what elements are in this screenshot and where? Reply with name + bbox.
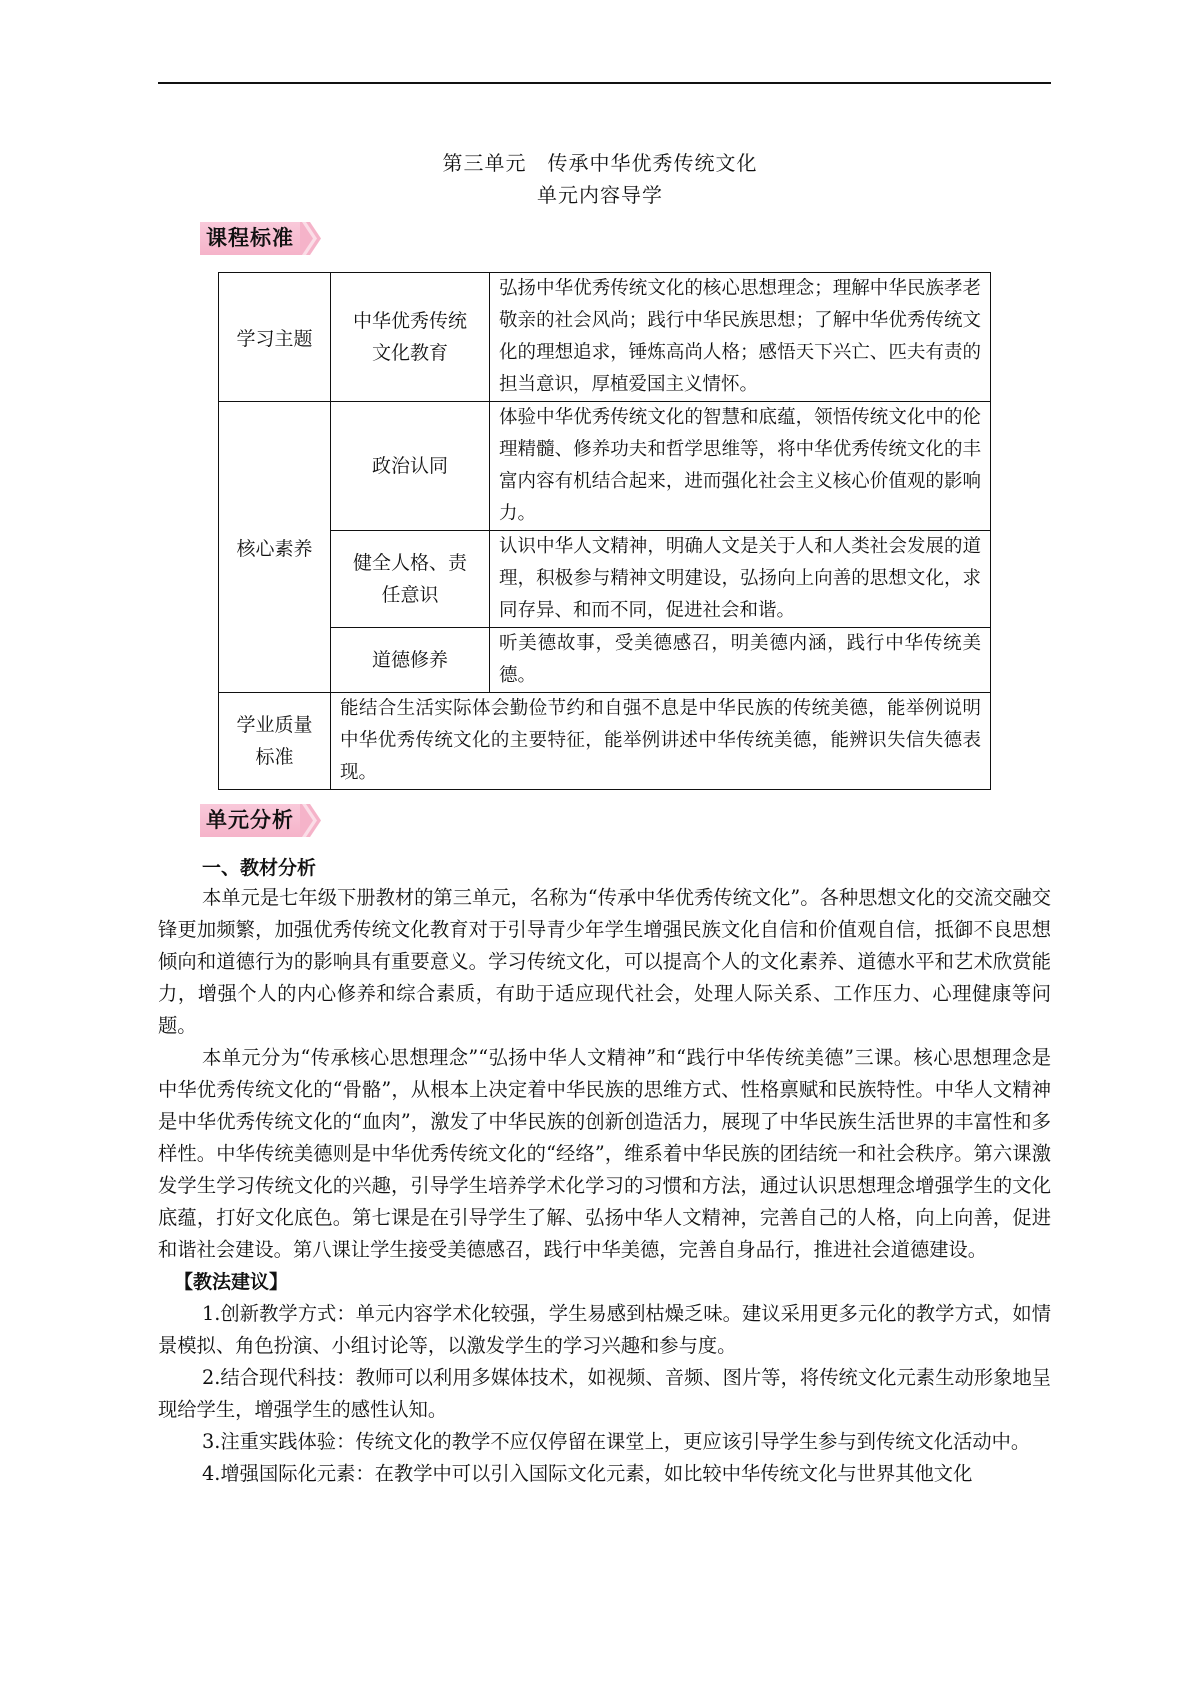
personality-description: 认识中华人文精神，明确人文是关于人和人类社会发展的道理，积极参与精神文明建设，弘扬向上向善的思想文化，求同存异、和而不同，促进社会和谐。 [490,531,991,628]
topic-cell [331,273,490,402]
course-standard-table [218,272,991,790]
paragraph: 2.结合现代科技：教师可以利用多媒体技术，如视频、音频、图片等，将传统文化元素生动形象地呈现给学生，增强学生的感性认知。 [158,1366,1051,1421]
table-row [219,273,991,402]
paragraph: 3.注重实践体验：传统文化的教学不应仅停留在课堂上，更应该引导学生参与到传统文化活动中。 [202,1430,1031,1453]
paragraph: 本单元是七年级下册教材的第三单元，名称为“传承中华优秀传统文化”。各种思想文化的交流交融交锋更加频繁，加强优秀传统文化教育对于引导青少年学生增强民族文化自信和价值观自信，抵御不良思想倾向和道德行为的影响具有重要意义。学习传统文化，可以提高个人的文化素养、道德水平和艺术欣赏能力，增强个人的内心修养和综合素质，有助于适应现代社会，处理人际关系、工作压力、心理健康等问题。 [158,886,1051,1037]
personality-cell [331,531,490,628]
table-row [219,628,991,693]
table-row [219,531,991,628]
topic-text: 中华优秀传统文化教育 [352,310,467,364]
course-standard-banner [200,222,322,255]
course-standard-label: 课程标准 [200,222,300,255]
political-identity-cell: 政治认同 [331,402,490,531]
quality-standard-text: 学业质量标准 [236,714,313,768]
topic-description: 弘扬中华优秀传统文化的核心思想理念；理解中华民族孝老敬亲的社会风尚；践行中华民族思想；了解中华优秀传统文化的理想追求，锤炼高尚人格；感悟天下兴亡、匹夫有责的担当意识，厚植爱国主义情怀。 [490,273,991,402]
personality-text: 健全人格、责任意识 [352,552,467,606]
row-header-learning-topic: 学习主题 [219,273,331,402]
quality-standard-description: 能结合生活实际体会勤俭节约和自强不息是中华民族的传统美德，能举例说明中华优秀传统文化的主要特征，能举例讲述中华传统美德，能辨识失信失德表现。 [331,693,991,790]
paragraph: 本单元分为“传承核心思想理念”“弘扬中华人文精神”和“践行中华传统美德”三课。核心思想理念是中华优秀传统文化的“骨骼”，从根本上决定着中华民族的思维方式、性格禀赋和民族特性。中华人文精神是中华优秀传统文化的“血肉”，激发了中华民族的创新创造活力，展现了中华民族生活世界的丰富性和多样性。中华传统美德则是中华优秀传统文化的“经络”，维系着中华民族的团结统一和社会秩序。第六课激发学生学习传统文化的兴趣，引导学生培养学术化学习的习惯和方法，通过认识思想理念增强学生的文化底蕴，打好文化底色。第七课是在引导学生了解、弘扬中华人文精神，完善自己的人格，向上向善，促进和谐社会建设。第八课让学生接受美德感召，践行中华美德，完善自身品行，推进社会道德建设。 [158,1046,1051,1261]
moral-cultivation-description: 听美德故事，受美德感召，明美德内涵，践行中华传统美德。 [490,628,991,693]
table-row [219,402,991,531]
moral-cultivation-cell: 道德修养 [331,628,490,693]
unit-subtitle: 单元内容导学 [537,183,663,207]
unit-analysis-label: 单元分析 [200,804,300,837]
analysis-body [158,882,1051,1490]
row-header-core-literacy: 核心素养 [219,402,331,693]
paragraph: 1.创新教学方式：单元内容学术化较强，学生易感到枯燥乏味。建议采用更多元化的教学方式，如情景模拟、角色扮演、小组讨论等，以激发学生的学习兴趣和参与度。 [158,1302,1051,1357]
unit-title: 第三单元 传承中华优秀传统文化 [442,151,758,175]
unit-analysis-banner [200,804,322,837]
table-row [219,693,991,790]
chevron-right-icon [300,804,322,837]
material-analysis-heading: 一、教材分析 [202,857,317,879]
paragraph: 4.增强国际化元素：在教学中可以引入国际文化元素，如比较中华传统文化与世界其他文化 [202,1462,973,1485]
chevron-right-icon [300,222,322,255]
teaching-advice-heading: 【教法建议】 [174,1271,289,1293]
header-rule [158,82,1051,84]
row-header-quality-standard [219,693,331,790]
political-identity-description: 体验中华优秀传统文化的智慧和底蕴，领悟传统文化中的伦理精髓、修养功夫和哲学思维等，将中华优秀传统文化的丰富内容有机结合起来，进而强化社会主义核心价值观的影响力。 [490,402,991,531]
